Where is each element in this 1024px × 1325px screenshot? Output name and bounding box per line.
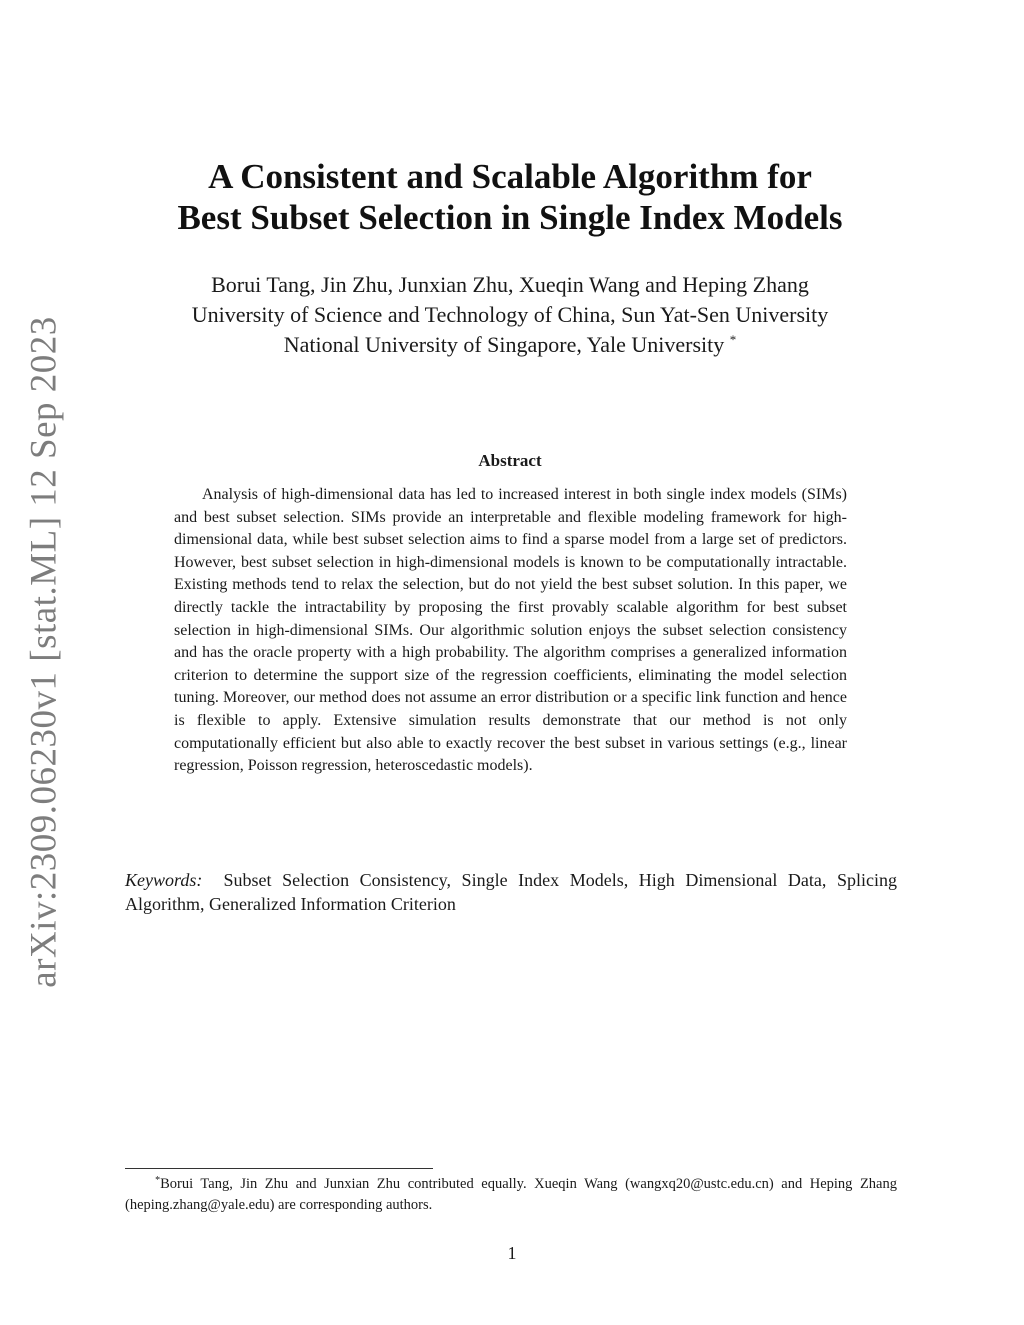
author-footnote-mark: * (729, 332, 737, 347)
affiliation-line-1: University of Science and Technology of China, Sun Yat-Sen University (191, 302, 829, 327)
keywords-text: Subset Selection Consistency, Single Index Models, High Dimensional Data, Splicing Algorithm, Generalized Information Criterion (125, 870, 897, 914)
abstract-heading: Abstract (478, 451, 542, 470)
keywords-section (125, 868, 897, 916)
keywords-label: Keywords: (125, 870, 203, 890)
affiliation-line-2 (110, 330, 910, 360)
arxiv-identifier-stamp: arXiv:2309.06230v1 [stat.ML] 12 Sep 2023 (23, 316, 65, 988)
footnote-mark: * (155, 1175, 161, 1186)
affiliation-line-2-text: National University of Singapore, Yale University (283, 332, 725, 357)
title-line-1: A Consistent and Scalable Algorithm for (208, 157, 812, 196)
footnote-text: Borui Tang, Jin Zhu and Junxian Zhu contributed equally. Xueqin Wang (wangxq20@ustc.edu.cn) and Heping Zhang (heping.zhang@yale.edu) are corresponding authors. (125, 1176, 897, 1213)
author-block (110, 270, 910, 360)
footnote-divider (125, 1168, 433, 1169)
footnote (125, 1174, 897, 1216)
author-names: Borui Tang, Jin Zhu, Junxian Zhu, Xueqin Wang and Heping Zhang (211, 272, 809, 297)
page-number: 1 (507, 1243, 517, 1263)
title-line-2: Best Subset Selection in Single Index Models (177, 198, 843, 237)
paper-title (110, 156, 910, 238)
abstract-text: Analysis of high-dimensional data has led to increased interest in both single index models (SIMs) and best subset selection. SIMs provide an interpretable and flexible modeling framework for high-dimensional data, while best subset selection aims to find a sparse model from a large set of predictors. However, best subset selection in high-dimensional models is known to be computationally intractable. Existing methods tend to relax the selection, but do not yield the best subset solution. In this paper, we directly tackle the intractability by proposing the first provably scalable algorithm for best subset selection in high-dimensional SIMs. Our algorithmic solution enjoys the subset selection consistency and has the oracle property with a high probability. The algorithm comprises a generalized information criterion to determine the support size of the regression coefficients, eliminating the model selection tuning. Moreover, our method does not assume an error distribution or a specific link function and hence is flexible to apply. Extensive simulation results demonstrate that our method is not only computationally efficient but also able to exactly recover the best subset in various settings (e.g., linear regression, Poisson regression, heteroscedastic models). (174, 486, 847, 775)
